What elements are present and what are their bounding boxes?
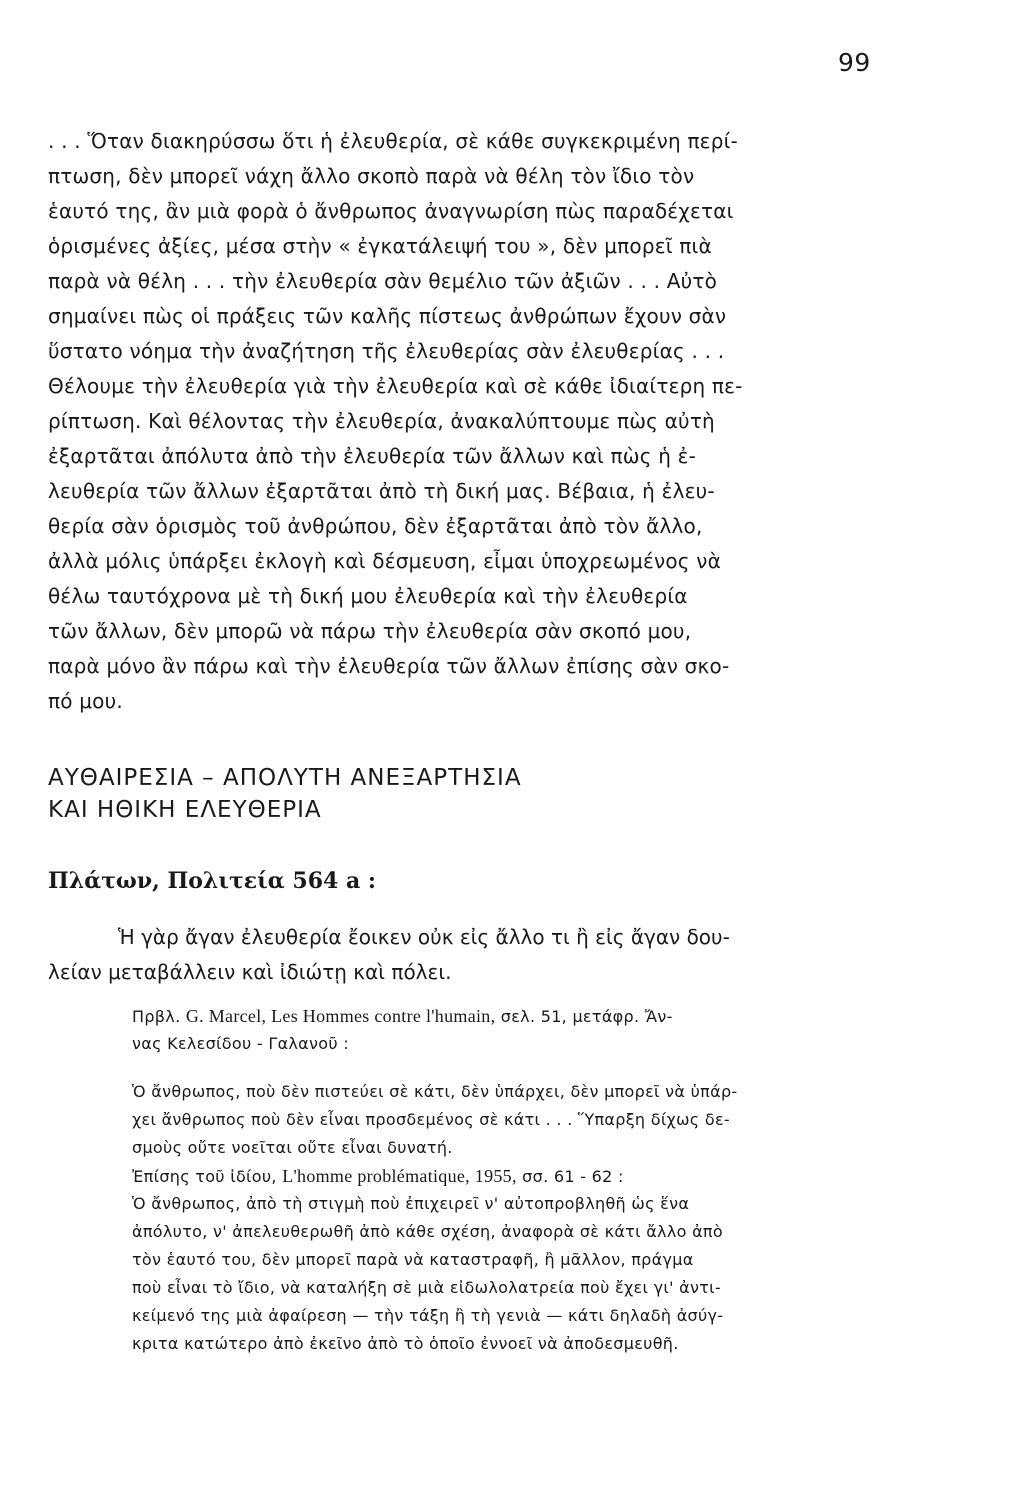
reference-1 bbox=[132, 1002, 892, 1030]
quote-line: ὕστατο νόημα τὴν ἀναζήτηση τῆς ἐλευθερίας σὰν ἐλευθερίας . . . bbox=[48, 339, 725, 363]
note-quote-2-line: ποὺ εἶναι τὸ ἴδιο, νὰ καταλήξη σὲ μιὰ εἰδωλολατρεία ποὺ ἔχει γι' ἀντι- bbox=[132, 1278, 721, 1297]
quote-line: ἑαυτό της, ἂν μιὰ φορὰ ὁ ἄνθρωπος ἀναγνωρίση πὼς παραδέχεται bbox=[48, 199, 734, 223]
note-quote-2-line: Ὁ ἄνθρωπος, ἀπὸ τὴ στιγμὴ ποὺ ἐπιχειρεῖ ν' αὐτοπροβληθῆ ὡς ἕνα bbox=[132, 1194, 690, 1213]
quote-line: ἐξαρτᾶται ἀπόλυτα ἀπὸ τὴν ἐλευθερία τῶν ἄλλων καὶ πὼς ἡ ἐ- bbox=[48, 444, 697, 468]
notes-block bbox=[132, 1002, 892, 1358]
reference-2-prefix: Ἐπίσης τοῦ ἰδίου, bbox=[132, 1167, 283, 1186]
plato-reference: Πλάτων, Πολιτεία 564 a : bbox=[48, 868, 377, 894]
quote-line: παρὰ μόνο ἂν πάρω καὶ τὴν ἐλευθερία τῶν ἄλλων ἐπίσης σὰν σκο- bbox=[48, 654, 730, 678]
note-quote-2-line: κριτα κατώτερο ἀπὸ ἐκεῖνο ἀπὸ τὸ ὁποῖο ἐννοεῖ νὰ ἀποδεσμευθῆ. bbox=[132, 1334, 679, 1353]
main-quote bbox=[48, 124, 882, 719]
reference-1-suffix: σελ. 51, μετάφρ. Ἄν- bbox=[495, 1007, 673, 1026]
reference-1-prefix: Πρβλ. bbox=[132, 1007, 186, 1026]
reference-1-title: G. Marcel, Les Hommes contre l'humain, bbox=[185, 1006, 496, 1026]
quote-line: . . . Ὅταν διακηρύσσω ὅτι ἡ ἐλευθερία, σὲ κάθε συγκεκριμένη περί- bbox=[48, 129, 738, 153]
quote-line: πό μου. bbox=[48, 689, 123, 713]
quote-line: θέλω ταυτόχρονα μὲ τὴ δική μου ἐλευθερία καὶ τὴν ἐλευθερία bbox=[48, 584, 688, 608]
section-heading bbox=[48, 762, 522, 826]
quote-line: σημαίνει πὼς οἱ πράξεις τῶν καλῆς πίστεως ἀνθρώπων ἔχουν σὰν bbox=[48, 304, 727, 328]
quote-line: τῶν ἄλλων, δὲν μπορῶ νὰ πάρω τὴν ἐλευθερία σὰν σκοπό μου, bbox=[48, 619, 692, 643]
reference-2 bbox=[132, 1162, 892, 1190]
note-quote-1-line: χει ἄνθρωπος ποὺ δὲν εἶναι προσδεμένος σὲ κάτι . . . Ὕπαρξη δίχως δε- bbox=[132, 1110, 730, 1129]
quote-line: λευθερία τῶν ἄλλων ἐξαρτᾶται ἀπὸ τὴ δική μας. Βέβαια, ἡ ἐλευ- bbox=[48, 479, 715, 503]
quote-line: ἀλλὰ μόλις ὑπάρξει ἐκλογὴ καὶ δέσμευση, εἶμαι ὑποχρεωμένος νὰ bbox=[48, 549, 722, 573]
heading-line-1: ΑΥΘΑΙΡΕΣΙΑ – ΑΠΟΛΥΤΗ ΑΝΕΞΑΡΤΗΣΙΑ bbox=[48, 765, 522, 791]
quote-line: Θέλουμε τὴν ἐλευθερία γιὰ τὴν ἐλευθερία καὶ σὲ κάθε ἰδιαίτερη πε- bbox=[48, 374, 743, 398]
note-quote-2-line: τὸν ἑαυτό του, δὲν μπορεῖ παρὰ νὰ καταστραφῆ, ἢ μᾶλλον, πράγμα bbox=[132, 1250, 694, 1269]
quote-line: ρίπτωση. Καὶ θέλοντας τὴν ἐλευθερία, ἀνακαλύπτουμε πὼς αὐτὴ bbox=[48, 409, 715, 433]
quote-line: παρὰ νὰ θέλη . . . τὴν ἐλευθερία σὰν θεμέλιο τῶν ἀξιῶν . . . Αὐτὸ bbox=[48, 269, 718, 293]
plato-quote-line: Ἡ γὰρ ἄγαν ἐλευθερία ἔοικεν οὐκ εἰς ἄλλο τι ἢ εἰς ἄγαν δου- bbox=[118, 925, 730, 949]
quote-line: ὁρισμένες ἀξίες, μέσα στὴν « ἐγκατάλειψή του », δὲν μπορεῖ πιὰ bbox=[48, 234, 712, 258]
reference-2-suffix: σσ. 61 - 62 : bbox=[516, 1167, 624, 1186]
plato-quote-line: λείαν μεταβάλλειν καὶ ἰδιώτῃ καὶ πόλει. bbox=[48, 960, 452, 984]
heading-line-2: ΚΑΙ ΗΘΙΚΗ ΕΛΕΥΘΕΡΙΑ bbox=[48, 797, 322, 823]
reference-2-title: L'homme problématique, 1955, bbox=[282, 1166, 517, 1186]
page-number: 99 bbox=[838, 48, 871, 77]
reference-1-line-2: νας Κελεσίδου - Γαλανοῦ : bbox=[132, 1034, 349, 1053]
note-quote-2-line: κείμενό της μιὰ ἀφαίρεση — τὴν τάξη ἢ τὴ γενιὰ — κάτι δηλαδὴ ἀσύγ- bbox=[132, 1306, 724, 1325]
plato-quote bbox=[48, 920, 888, 990]
quote-line: θερία σὰν ὁρισμὸς τοῦ ἀνθρώπου, δὲν ἐξαρτᾶται ἀπὸ τὸν ἄλλο, bbox=[48, 514, 703, 538]
note-quote-1-line: Ὁ ἄνθρωπος, ποὺ δὲν πιστεύει σὲ κάτι, δὲν ὑπάρχει, δὲν μπορεῖ νὰ ὑπάρ- bbox=[132, 1082, 738, 1101]
note-quote-2-line: ἀπόλυτο, ν' ἀπελευθερωθῆ ἀπὸ κάθε σχέση, ἀναφορὰ σὲ κάτι ἄλλο ἀπὸ bbox=[132, 1222, 723, 1241]
quote-line: πτωση, δὲν μπορεῖ νάχη ἄλλο σκοπὸ παρὰ νὰ θέλη τὸν ἴδιο τὸν bbox=[48, 164, 695, 188]
note-quote-1-line: σμοὺς οὔτε νοεῖται οὔτε εἶναι δυνατή. bbox=[132, 1138, 453, 1157]
spacer bbox=[132, 1058, 892, 1078]
